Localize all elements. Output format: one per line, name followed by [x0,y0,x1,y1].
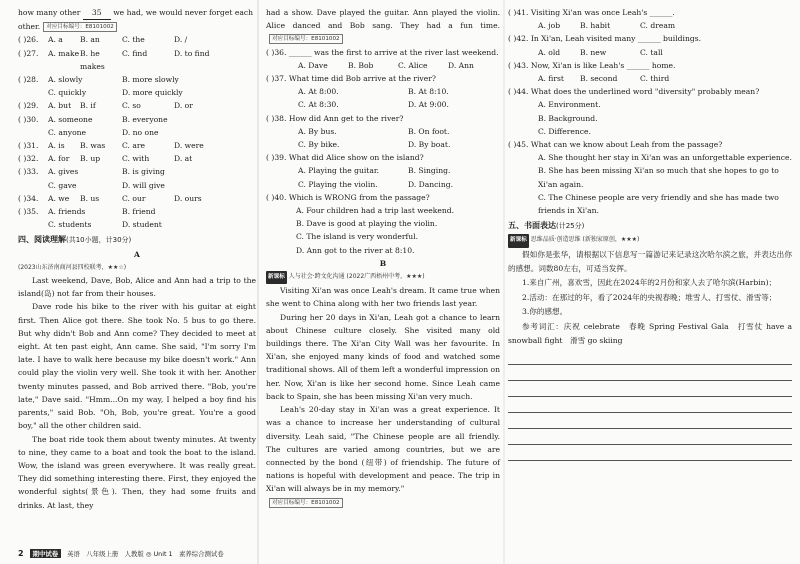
q37: ( )37. What time did Bob arrive at the river? [266,74,436,84]
question-number: ( )28. [18,75,39,85]
option: C. are [122,141,146,151]
option: C. gave [48,180,77,190]
q41: ( )41. Visiting Xi'an was once Leah's ______. [508,8,675,17]
option: A. for [48,154,70,164]
option: D. to find [174,48,210,58]
q36-options: A. Dave B. Bob C. Alice D. Ann [298,60,474,70]
passage-a-para2: Dave rode his bike to the river with his guitar at eight first. Then Alice got there. She took No. 5 bus to go there. But why didn't Bob and Ann come? They decided to meet at eight. At ten past eight, Ann came. She said, "I'm sorry I'm late. I have to walk here because my bike doesn't work." Ann could play the violin very well. She took it with her. Another twenty minutes passed, and Bob arrived there. "Bob, you're late," Dave said. "Hmm...On my way, I helped a boy find his parents," said Bob. "Oh, Bob, you're great. You're a good boy," all the other children said. [18,302,256,431]
question-number: ( )34. [18,193,39,203]
mc-33-row2 [18,179,256,192]
mc-30-row2 [18,126,256,139]
question-number: ( )30. [18,114,39,124]
footer-info: 英语 八年级上册 人教版 ◎ Unit 1 素养综合测试卷 [67,549,224,558]
writing-point-3: 3.你的感想。 [522,307,568,317]
series-brand: 期中试卷 [30,549,62,558]
writing-prompt: 假如你是张华，请根据以下信息写一篇游记来记录这次哈尔滨之旅，并表达出你的感想。词数80左右，可适当发挥。 [508,249,792,274]
q39-options: A. Playing the guitar. B. Singing. C. Playing the violin. D. Dancing. [298,166,453,189]
mc-27 [18,47,256,73]
q44: ( )44. What does the underlined word "diversity" probably mean? [508,87,760,97]
passage-a-source: (2023山东济南商河县四校联考，★★☆) [18,263,127,271]
q42-options: A. old B. new C. tall [538,47,663,57]
option: C. quickly [48,88,87,98]
q38-options: A. By bus. B. On foot. C. By bike. D. By boat. [298,126,451,150]
passage-a-para4: had a show. Dave played the guitar. Ann played the violin. Alice danced and Bob sang. They had a fun time.对应目标编号：E8101002 [266,8,500,43]
option: A. we [48,193,70,203]
question-number: ( )32. [18,154,39,164]
curriculum-tag: 新课标 [266,271,287,284]
mc-30 [18,113,256,126]
q43-options: A. first B. second C. third [538,74,670,84]
option: D. were [174,141,204,151]
option: A. someone [48,114,93,124]
q38: ( )38. How did Ann get to the river? [266,113,404,123]
option: B. up [80,154,101,164]
option: B. more slowly [122,75,179,85]
answer-line[interactable] [508,399,792,413]
passage-a-para1: Last weekend, Dave, Bob, Alice and Ann had a trip to the island(岛) not far from their houses. [18,276,256,299]
column-3 [508,6,792,461]
option: A. make [48,48,80,58]
curriculum-tag: 新课标 [508,234,529,247]
answer-line[interactable] [508,367,792,381]
option: D. or [174,101,193,111]
section-reading: 四、阅读理解(共10小题，计30分) [18,235,132,245]
mc-container [18,33,256,231]
option: D. no one [122,127,159,137]
target-ref: 对应目标编号：E8101002 [269,34,343,44]
mc-28 [18,73,256,86]
answer-lines [508,351,792,461]
option: D. ours [174,193,202,203]
q39: ( )39. What did Alice show on the island? [266,153,424,163]
option: B. friend [122,207,156,217]
option: B. is giving [122,167,165,177]
column-divider [503,0,505,564]
option: C. anyone [48,127,87,137]
mc-34 [18,192,256,205]
option: B. was [80,141,106,151]
passage-b-para2: During her 20 days in Xi'an, Leah got a chance to learn about Chinese culture closely. She visited many old buildings there. The Xi'an City Wall was her favourite. In Xi'an, she enjoyed many kinds of food and watched some traditional shows. All of them left a wonderful impression on her. Now, Xi'an is like her second home. Since Leah came back to Spain, she has been missing Xi'an very much. [266,312,500,401]
writing-vocab: 参考词汇：庆祝 celebrate 春晚 Spring Festival Gala 打雪仗 have a snowball fight 滑雪 go skiing [508,321,792,346]
column-2 [266,6,500,509]
q36: ( )36. ______ was the first to arrive at the river last weekend. [266,47,499,57]
option: A. a [48,35,63,45]
q37-options: A. At 8:00. B. At 8:10. C. At 8:30. D. At 9:00. [298,87,449,110]
cloze-blank-35: 35 [83,6,111,20]
question-number: ( )31. [18,141,39,151]
mc-32 [18,152,256,165]
q44-options: A. Environment. B. Background. C. Difference. [538,100,601,136]
option: C. so [122,101,141,111]
mc-35-row2 [18,218,256,231]
question-number: ( )33. [18,167,39,177]
question-number: ( )35. [18,207,39,217]
option: B. everyone [122,114,168,124]
option: B. us [80,193,100,203]
q43: ( )43. Now, Xi'an is like Leah's ______ home. [508,60,676,70]
writing-point-1: 1.来自广州，喜欢雪，因此在2024年的2月份和家人去了哈尔滨(Harbin)； [522,278,777,288]
page-number: 2 [18,548,24,558]
option: C. with [122,154,150,164]
passage-a-label: A [134,249,140,259]
option: B. an [80,35,100,45]
section-writing: 五、书面表达(计25分) [508,221,585,231]
passage-b-source: 新课标 人与社会·跨文化沟通 (2022广西梧州中考，★★★) [266,270,500,284]
target-ref: 对应目标编号：E8101002 [43,22,117,32]
answer-line[interactable] [508,431,792,445]
mc-29 [18,99,256,112]
passage-a-para3: The boat ride took them about twenty minutes. At twenty to nine, they came to a boat and took the boat to the island. Wow, the island was green everywhere. It was really great. They did something interesting there. First, they enjoyed the wonderful sights(景色). Then, they had some fruits and drinks. At last, they [18,434,256,510]
answer-line[interactable] [508,415,792,429]
option: B. if [80,101,96,111]
q40-options: A. Four children had a trip last weekend. B. Dave is good at playing the violin. C. The island is very wonderful. D. Ann got to the river at 8:10. [296,206,455,255]
option: C. the [122,35,145,45]
option: D. more quickly [122,88,183,98]
option: D. at [174,154,193,164]
mc-33 [18,165,256,178]
option: A. gives [48,167,79,177]
option: C. find [122,48,148,58]
writing-source: 新课标 思维品质·创造思维 (新独家原创，★★★) [508,233,792,247]
q45: ( )45. What can we know about Leah from the passage? [508,140,723,150]
mc-31 [18,139,256,152]
answer-line[interactable] [508,383,792,397]
q41-options: A. job B. habit C. dream [538,21,676,31]
option: A. slowly [48,75,83,85]
question-number: ( )27. [18,48,39,58]
answer-line[interactable] [508,351,792,365]
cloze-ending: how many other 35 we had, we would never forget each [18,6,256,20]
passage-b-para1: Visiting Xi'an was once Leah's dream. It came true when she went to China along with her two friends last year. [266,286,500,309]
option: C. our [122,193,146,203]
page-fold [257,0,259,564]
mc-28-row2 [18,86,256,99]
target-ref: 对应目标编号：E8101002 [269,498,343,508]
writing-point-2: 2.活动：在那过的年，看了2024年的央视春晚；堆雪人、打雪仗、滑雪等； [522,292,777,302]
page-footer [18,547,224,559]
question-number: ( )29. [18,101,39,111]
option: C. students [48,220,92,230]
answer-line[interactable] [508,447,792,461]
option: B. he makes [80,48,105,71]
q40: ( )40. Which is WRONG from the passage? [266,192,430,202]
mc-35 [18,205,256,218]
option: A. but [48,101,72,111]
mc-26 [18,33,256,46]
option: D. / [174,35,188,45]
column-1: how many other 35 we had, we would never forget each other. 对应目标编号：E8101002 ( )26. A. a B. an C. the D. / ( )27. A. make B. he makes C. find D. to find ( )28. A. slowly B. more slowly C. quickly D. more quickly ( )29. A. but B. if C. so D. or ( )30. A. someone B. everyone C. anyone D. no one ( )31. A. is B. was C. are D. were ( )32. A. for B. up C. with D. at ( )33. A. gives B. is giving C. gave D. will give ( )34. A. we B. us C. our D. ours ( )35. A. friends B. friend C. students D. student 四、阅读理解(共10小题，计30分) A (2023山东济南商河县四校联考，★★☆) Last weekend, Dave, Bob, Alice and Ann had a trip to the island(岛) not far from their houses. Dave rode his bike to the river with his guitar at eight first. Then Alice got there. She took No. 5 bus to go there. But why didn't Bob and Ann come? They decided to meet at eight. At ten past eight, Ann came. She said, "I'm sorry I'm late. I have to walk here because my bike doesn't work." Ann could play the violin very well. She took it with her. Another twenty minutes passed, and Bob arrived there. "Bob, you're late," Dave said. "Hmm...On my way, I helped a boy find his parents," said Bob. "Oh, Bob, you're great. You're a good boy," all the other children said. The boat ride took them about twenty minutes. At twenty to nine, they came to a boat and took the boat to the island. Wow, the island was green everywhere. It was really great. They did something interesting there. First, they enjoyed the wonderful sights(景色). Then, they had some fruits and drinks. At last, they [18,6,256,512]
option: A. friends [48,207,86,217]
question-number: ( )26. [18,35,39,45]
passage-b-label: B [379,258,387,268]
q45-options: A. She thought her stay in Xi'an was an unforgettable experience. B. She has been missing Xi'an so much that she hopes to go to Xi'an again. C. The Chinese people are very friendly and she has made two friends in Xi'an. [538,153,792,216]
passage-b-para3: Leah's 20-day stay in Xi'an was a great experience. It was a chance to increase her understanding of cultural diversity. Leah said, "The Chinese people are all friendly. The cultures are varied among countries, but we are connected by the bond (纽带) of friendship. The future of nations is hopeful with development and peace. The trip in Xi'an will always be in my memory." [266,405,500,494]
q42: ( )42. In Xi'an, Leah visited many ______ buildings. [508,34,702,44]
option: D. will give [122,180,165,190]
option: A. is [48,141,65,151]
option: D. student [122,220,162,230]
